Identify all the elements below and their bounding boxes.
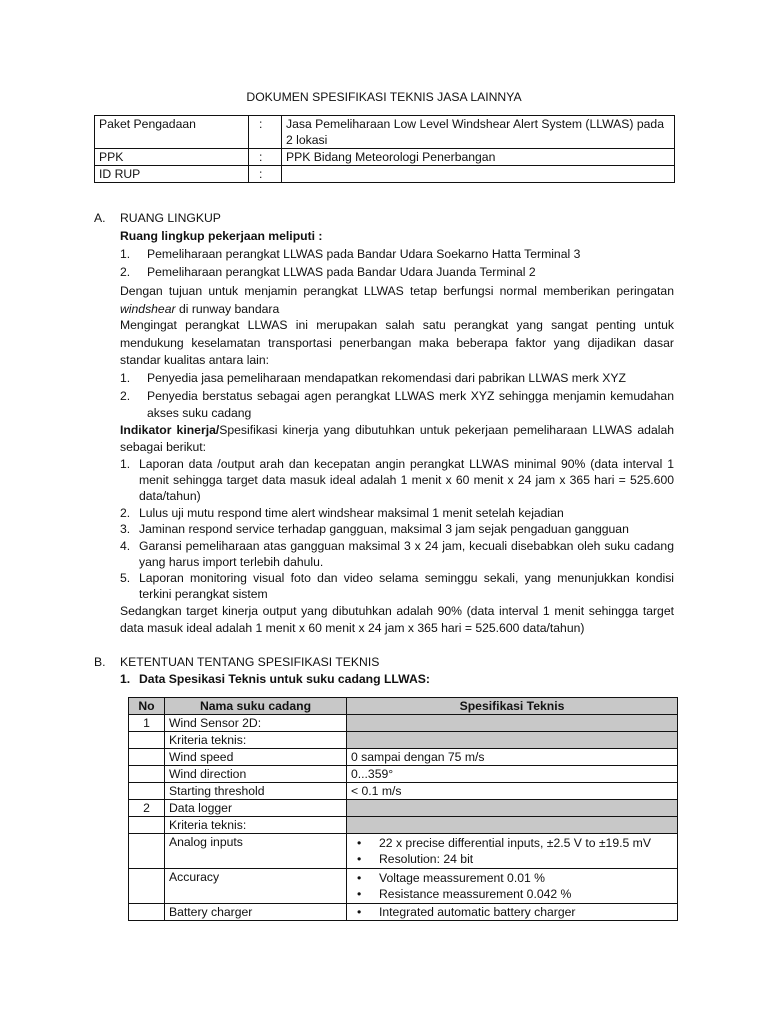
header-part-name: Nama suku cadang <box>165 698 347 715</box>
info-row-ppk <box>95 149 675 166</box>
purpose-text-b: di runway bandara <box>175 302 280 316</box>
info-separator: : <box>249 166 282 183</box>
document-title: DOKUMEN SPESIFIKASI TEKNIS JASA LAINNYA <box>246 90 522 104</box>
row-no <box>129 732 165 749</box>
purpose-text-a: Dengan tujuan untuk menjamin perangkat LLWAS tetap berfungsi normal memberikan peringatan <box>120 284 674 298</box>
target-paragraph: Sedangkan target kinerja output yang dibutuhkan adalah 90% (data interval 1 menit sehingga target data masuk ideal adalah 1 menit x 60 menit x 24 jam x 365 hari = 525.600 data/tahun) <box>120 604 674 635</box>
info-value <box>282 166 675 183</box>
row-name: Kriteria teknis: <box>165 817 347 834</box>
info-label: Paket Pengadaan <box>95 116 249 149</box>
row-spec-empty <box>347 715 678 732</box>
row-name: Data logger <box>165 800 347 817</box>
spec-bullet: • Resolution: 24 bit <box>351 851 673 867</box>
row-no: 1 <box>129 715 165 732</box>
section-b-heading: KETENTUAN TENTANG SPESIFIKASI TEKNIS <box>120 655 380 669</box>
table-row <box>129 800 678 817</box>
row-spec: < 0.1 m/s <box>347 783 678 800</box>
info-separator: : <box>249 149 282 166</box>
scope-intro: Ruang lingkup pekerjaan meliputi : <box>120 229 323 243</box>
info-row-package <box>95 116 675 149</box>
section-b-letter: B. <box>94 655 106 669</box>
list-text: Lulus uji mutu respond time alert windshear maksimal 1 menit setelah kejadian <box>139 506 564 520</box>
row-name: Kriteria teknis: <box>165 732 347 749</box>
procurement-info-table <box>94 115 675 183</box>
kpi-text: Spesifikasi kinerja yang dibutuhkan untuk pekerjaan pemeliharaan LLWAS adalah sebagai berikut: <box>120 423 675 454</box>
list-number: 1. <box>120 371 131 385</box>
table-row <box>129 834 678 869</box>
row-name: Starting threshold <box>165 783 347 800</box>
table-row <box>129 783 678 800</box>
purpose-paragraph <box>120 282 674 318</box>
info-value: Jasa Pemeliharaan Low Level Windshear Alert System (LLWAS) pada 2 lokasi <box>282 116 675 149</box>
list-number: 3. <box>120 522 131 536</box>
table-row <box>129 817 678 834</box>
info-value: PPK Bidang Meteorologi Penerbangan <box>282 149 675 166</box>
list-number: 2. <box>120 506 131 520</box>
row-spec-bullets <box>347 904 678 921</box>
kpi-paragraph <box>120 422 674 456</box>
row-name: Wind direction <box>165 766 347 783</box>
row-spec-empty <box>347 817 678 834</box>
spec-bullet: • Voltage meassurement 0.01 % <box>351 870 673 886</box>
row-spec-empty <box>347 732 678 749</box>
row-no <box>129 904 165 921</box>
row-name: Accuracy <box>165 869 347 904</box>
row-no <box>129 869 165 904</box>
row-no <box>129 817 165 834</box>
list-text: Jaminan respond service terhadap gangguan, maksimal 3 jam sejak pengaduan gangguan <box>139 522 629 536</box>
list-text: Laporan monitoring visual foto dan video selama seminggu sekali, yang menunjukkan kondisi terkini perangkat sistem <box>139 571 674 601</box>
header-no: No <box>129 698 165 715</box>
spec-bullet: • 22 x precise differential inputs, ±2.5 V to ±19.5 mV <box>351 835 673 851</box>
section-a-letter: A. <box>94 211 106 225</box>
row-spec-bullets <box>347 834 678 869</box>
quality-paragraph: Mengingat perangkat LLWAS ini merupakan salah satu perangkat yang sangat penting untuk mendukung keselamatan transportasi penerbangan maka beberapa faktor yang dijadikan dasar standar kualitas antara lain: <box>120 318 674 367</box>
subsection-text: Data Spesikasi Teknis untuk suku cadang LLWAS: <box>139 672 430 686</box>
row-no: 2 <box>129 800 165 817</box>
list-number: 1. <box>120 457 131 471</box>
kpi-label: Indikator kinerja/ <box>120 423 220 437</box>
row-name: Wind Sensor 2D: <box>165 715 347 732</box>
row-name: Battery charger <box>165 904 347 921</box>
header-specification: Spesifikasi Teknis <box>347 698 678 715</box>
spec-bullet: • Integrated automatic battery charger <box>351 904 673 920</box>
spare-parts-table <box>128 697 678 921</box>
list-text: Garansi pemeliharaan atas gangguan maksimal 3 x 24 jam, kecuali disebabkan oleh suku cadang yang harus import terlebih dahulu. <box>139 539 674 569</box>
list-number: 2. <box>120 265 131 279</box>
row-no <box>129 834 165 869</box>
table-row <box>129 749 678 766</box>
row-no <box>129 783 165 800</box>
info-label: ID RUP <box>95 166 249 183</box>
table-header-row <box>129 698 678 715</box>
list-text: Pemeliharaan perangkat LLWAS pada Bandar Udara Juanda Terminal 2 <box>147 265 536 279</box>
list-text: Penyedia berstatus sebagai agen perangkat LLWAS merk XYZ sehingga menjamin kemudahan akses suku cadang <box>147 389 674 420</box>
row-spec: 0 sampai dengan 75 m/s <box>347 749 678 766</box>
row-no <box>129 766 165 783</box>
row-name: Wind speed <box>165 749 347 766</box>
list-number: 2. <box>120 389 131 403</box>
table-row <box>129 732 678 749</box>
table-row <box>129 904 678 921</box>
row-no <box>129 749 165 766</box>
row-spec-bullets <box>347 869 678 904</box>
list-number: 4. <box>120 539 131 553</box>
row-spec: 0...359° <box>347 766 678 783</box>
info-row-idrup <box>95 166 675 183</box>
section-a-heading: RUANG LINGKUP <box>120 211 221 225</box>
spec-bullet: • Resistance meassurement 0.042 % <box>351 886 673 902</box>
table-row <box>129 869 678 904</box>
list-text: Penyedia jasa pemeliharaan mendapatkan rekomendasi dari pabrikan LLWAS merk XYZ <box>147 371 626 385</box>
row-name: Analog inputs <box>165 834 347 869</box>
table-row <box>129 766 678 783</box>
row-spec-empty <box>347 800 678 817</box>
list-text: Laporan data /output arah dan kecepatan angin perangkat LLWAS minimal 90% (data interval 1 menit sehingga target data masuk ideal adalah 1 menit x 60 menit x 24 jam x 365 hari = 525.600 data/tahun) <box>139 457 674 503</box>
info-separator: : <box>249 116 282 149</box>
table-row <box>129 715 678 732</box>
list-text: Pemeliharaan perangkat LLWAS pada Bandar Udara Soekarno Hatta Terminal 3 <box>147 247 581 261</box>
purpose-emphasis: windshear <box>120 302 176 316</box>
subsection-number: 1. <box>120 672 131 686</box>
list-number: 1. <box>120 247 131 261</box>
list-number: 5. <box>120 571 131 585</box>
info-label: PPK <box>95 149 249 166</box>
